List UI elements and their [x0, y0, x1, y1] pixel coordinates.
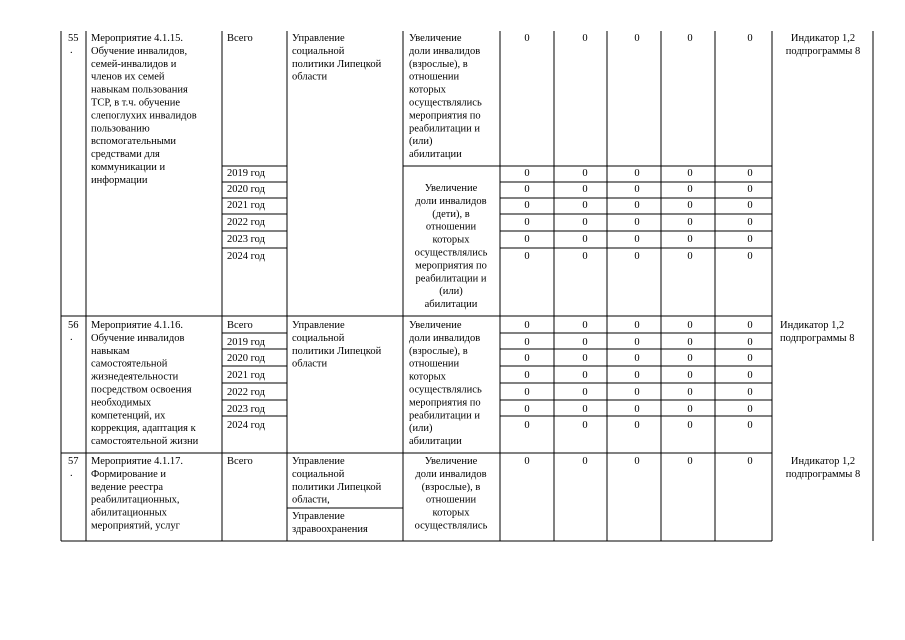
target-text: подпрограммы 8	[780, 332, 855, 344]
year-label: 2024 год	[227, 251, 265, 262]
event-text: Мероприятие 4.1.16.	[91, 320, 184, 331]
indicator-text: реабилитации и	[409, 410, 480, 422]
indicator-text: доли инвалидов	[409, 45, 481, 57]
value-cell: 0	[582, 420, 588, 431]
year-label: 2019 год	[227, 337, 265, 348]
event-text: вспомогательными	[91, 136, 177, 148]
executor-text: здравоохранения	[292, 523, 368, 535]
event-text: необходимых	[91, 397, 152, 409]
value-cell: 0	[524, 33, 530, 44]
indicator-text: осуществлялись	[409, 384, 482, 396]
year-label: 2020 год	[227, 184, 265, 195]
value-cell: 0	[747, 217, 753, 228]
year-label: 2024 год	[227, 420, 265, 431]
value-cell: 0	[747, 184, 753, 195]
executor-text: области	[292, 71, 328, 83]
value-cell: 0	[687, 234, 693, 245]
indicator-text: Увеличение	[424, 456, 478, 467]
executor-text: политики Липецкой	[292, 481, 382, 493]
executor-text: Управление	[292, 33, 345, 44]
value-cell: 0	[687, 353, 693, 364]
year-label: 2023 год	[227, 234, 265, 245]
indicator-text: реабилитации и	[409, 123, 480, 135]
indicator-text: осуществлялись	[414, 520, 488, 532]
value-cell: 0	[687, 168, 693, 179]
event-text: компетенций, их	[91, 410, 166, 422]
indicator-text: (или)	[409, 136, 433, 148]
value-cell: 0	[687, 184, 693, 195]
value-cell: 0	[687, 33, 693, 44]
value-cell: 0	[634, 387, 640, 398]
value-cell: 0	[747, 353, 753, 364]
year-label: 2020 год	[227, 353, 265, 364]
indicator-text: (или)	[409, 423, 433, 435]
value-cell: 0	[524, 353, 530, 364]
indicator-text: мероприятия по	[409, 110, 481, 122]
value-cell: 0	[582, 370, 588, 381]
row-number: 56	[68, 320, 79, 331]
executor-text: области	[292, 358, 328, 370]
event-text: абилитационных	[91, 507, 167, 519]
value-cell: 0	[747, 387, 753, 398]
indicator-text: доли инвалидов	[415, 195, 487, 207]
value-cell: 0	[582, 168, 588, 179]
event-text: навыкам	[91, 345, 130, 357]
value-cell: 0	[687, 420, 693, 431]
event-text: членов их семей	[91, 71, 165, 83]
target-text: подпрограммы 8	[785, 468, 861, 480]
value-cell: 0	[524, 251, 530, 262]
value-cell: 0	[582, 337, 588, 348]
value-cell: 0	[687, 387, 693, 398]
event-text: Мероприятие 4.1.15.	[91, 33, 184, 44]
value-cell: 0	[687, 404, 693, 415]
value-cell: 0	[524, 456, 530, 467]
value-cell: 0	[524, 234, 530, 245]
year-label: 2022 год	[227, 387, 265, 398]
value-cell: 0	[582, 387, 588, 398]
value-cell: 0	[634, 234, 640, 245]
event-text: коррекция, адаптация к	[91, 423, 196, 435]
indicator-text: (или)	[439, 286, 463, 298]
target-text: Индикатор 1,2	[790, 456, 856, 467]
value-cell: 0	[524, 320, 530, 331]
indicator-text: Увеличение	[409, 320, 462, 331]
value-cell: 0	[687, 456, 693, 467]
indicator-text: Увеличение	[409, 33, 462, 44]
event-text: реабилитационных,	[91, 494, 180, 506]
value-cell: 0	[634, 337, 640, 348]
indicator-text: отношении	[425, 221, 477, 233]
value-cell: 0	[687, 337, 693, 348]
indicator-text: реабилитации и	[415, 273, 487, 285]
event-text: ТСР, в т.ч. обучение	[91, 97, 181, 109]
value-cell: 0	[524, 337, 530, 348]
target-text: Индикатор 1,2	[780, 320, 845, 331]
year-label: 2019 год	[227, 168, 265, 179]
value-cell: 0	[634, 217, 640, 228]
value-cell: 0	[747, 404, 753, 415]
indicator-text: которых	[409, 371, 446, 383]
value-cell: 0	[524, 420, 530, 431]
event-text: мероприятий, услуг	[91, 520, 180, 532]
row-number-dot: .	[70, 332, 73, 343]
value-cell: 0	[524, 184, 530, 195]
value-cell: 0	[524, 387, 530, 398]
value-cell: 0	[634, 200, 640, 211]
indicator-text: (дети), в	[432, 208, 470, 220]
event-text: семей-инвалидов и	[91, 58, 177, 70]
year-label: Всего	[227, 456, 253, 467]
indicator-text: доли инвалидов	[409, 332, 481, 344]
indicator-text: отношении	[409, 71, 460, 83]
indicator-text: абилитации	[424, 299, 478, 311]
event-text: информации	[91, 174, 148, 186]
year-label: 2022 год	[227, 217, 265, 228]
indicator-text: Увеличение	[424, 183, 478, 194]
value-cell: 0	[634, 33, 640, 44]
indicator-text: осуществлялись	[414, 247, 488, 259]
indicator-text: отношении	[409, 358, 460, 370]
event-text: жизнедеятельности	[91, 371, 179, 383]
executor-text: социальной	[292, 332, 345, 344]
value-cell: 0	[634, 404, 640, 415]
executor-text: Управление	[292, 320, 345, 331]
value-cell: 0	[582, 353, 588, 364]
value-cell: 0	[747, 420, 753, 431]
target-text: Индикатор 1,2	[790, 33, 856, 44]
event-text: навыкам пользования	[91, 84, 188, 96]
indicator-text: которых	[409, 84, 446, 96]
value-cell: 0	[687, 370, 693, 381]
target-text: подпрограммы 8	[785, 45, 861, 57]
row-number-dot: .	[70, 45, 73, 56]
value-cell: 0	[524, 217, 530, 228]
value-cell: 0	[747, 33, 753, 44]
executor-text: области,	[292, 494, 330, 506]
event-text: средствами для	[91, 149, 160, 161]
executor-text: Управление	[292, 511, 345, 522]
indicator-text: мероприятия по	[409, 397, 481, 409]
value-cell: 0	[524, 168, 530, 179]
value-cell: 0	[634, 184, 640, 195]
value-cell: 0	[634, 320, 640, 331]
value-cell: 0	[634, 456, 640, 467]
value-cell: 0	[687, 217, 693, 228]
value-cell: 0	[582, 251, 588, 262]
value-cell: 0	[524, 404, 530, 415]
year-label: Всего	[227, 33, 253, 44]
event-text: слепоглухих инвалидов	[91, 110, 197, 122]
event-text: Обучение инвалидов	[91, 332, 185, 344]
year-label: 2021 год	[227, 200, 265, 211]
executor-text: Управление	[292, 456, 345, 467]
value-cell: 0	[747, 234, 753, 245]
value-cell: 0	[747, 168, 753, 179]
indicator-text: мероприятия по	[415, 260, 487, 272]
value-cell: 0	[747, 456, 753, 467]
value-cell: 0	[747, 320, 753, 331]
value-cell: 0	[634, 251, 640, 262]
indicator-text: которых	[432, 507, 470, 519]
indicator-text: осуществлялись	[409, 97, 482, 109]
executor-text: политики Липецкой	[292, 345, 382, 357]
value-cell: 0	[634, 168, 640, 179]
event-text: коммуникации и	[91, 162, 166, 173]
value-cell: 0	[747, 370, 753, 381]
value-cell: 0	[687, 251, 693, 262]
executor-text: социальной	[292, 45, 345, 57]
row-number: 57	[68, 456, 79, 467]
row-number: 55	[68, 33, 79, 44]
event-text: пользованию	[91, 123, 150, 135]
indicator-text: отношении	[425, 494, 477, 506]
value-cell: 0	[582, 456, 588, 467]
value-cell: 0	[582, 404, 588, 415]
value-cell: 0	[747, 200, 753, 211]
indicator-text: абилитации	[409, 149, 462, 161]
event-text: ведение реестра	[91, 481, 164, 493]
indicator-text: (взрослые), в	[421, 481, 481, 493]
value-cell: 0	[634, 370, 640, 381]
table-cells	[68, 33, 860, 535]
indicator-text: которых	[432, 234, 470, 246]
year-label: Всего	[227, 320, 253, 331]
value-cell: 0	[582, 217, 588, 228]
event-text: самостоятельной жизни	[91, 436, 199, 448]
value-cell: 0	[582, 234, 588, 245]
indicator-text: доли инвалидов	[415, 468, 487, 480]
value-cell: 0	[687, 200, 693, 211]
event-text: Мероприятие 4.1.17.	[91, 456, 184, 467]
year-label: 2023 год	[227, 404, 265, 415]
value-cell: 0	[634, 353, 640, 364]
event-text: Обучение инвалидов,	[91, 45, 188, 57]
event-text: Формирование и	[91, 468, 167, 480]
event-text: самостоятельной	[91, 358, 168, 370]
indicator-text: абилитации	[409, 436, 462, 448]
executor-text: социальной	[292, 468, 345, 480]
executor-text: политики Липецкой	[292, 58, 382, 70]
value-cell: 0	[582, 320, 588, 331]
indicator-text: (взрослые), в	[409, 345, 468, 357]
value-cell: 0	[582, 33, 588, 44]
value-cell: 0	[747, 337, 753, 348]
value-cell: 0	[524, 200, 530, 211]
event-text: посредством освоения	[91, 384, 192, 396]
row-number-dot: .	[70, 468, 73, 479]
value-cell: 0	[634, 420, 640, 431]
value-cell: 0	[582, 184, 588, 195]
indicator-text: (взрослые), в	[409, 58, 468, 70]
value-cell: 0	[747, 251, 753, 262]
value-cell: 0	[524, 370, 530, 381]
year-label: 2021 год	[227, 370, 265, 381]
value-cell: 0	[687, 320, 693, 331]
value-cell: 0	[582, 200, 588, 211]
